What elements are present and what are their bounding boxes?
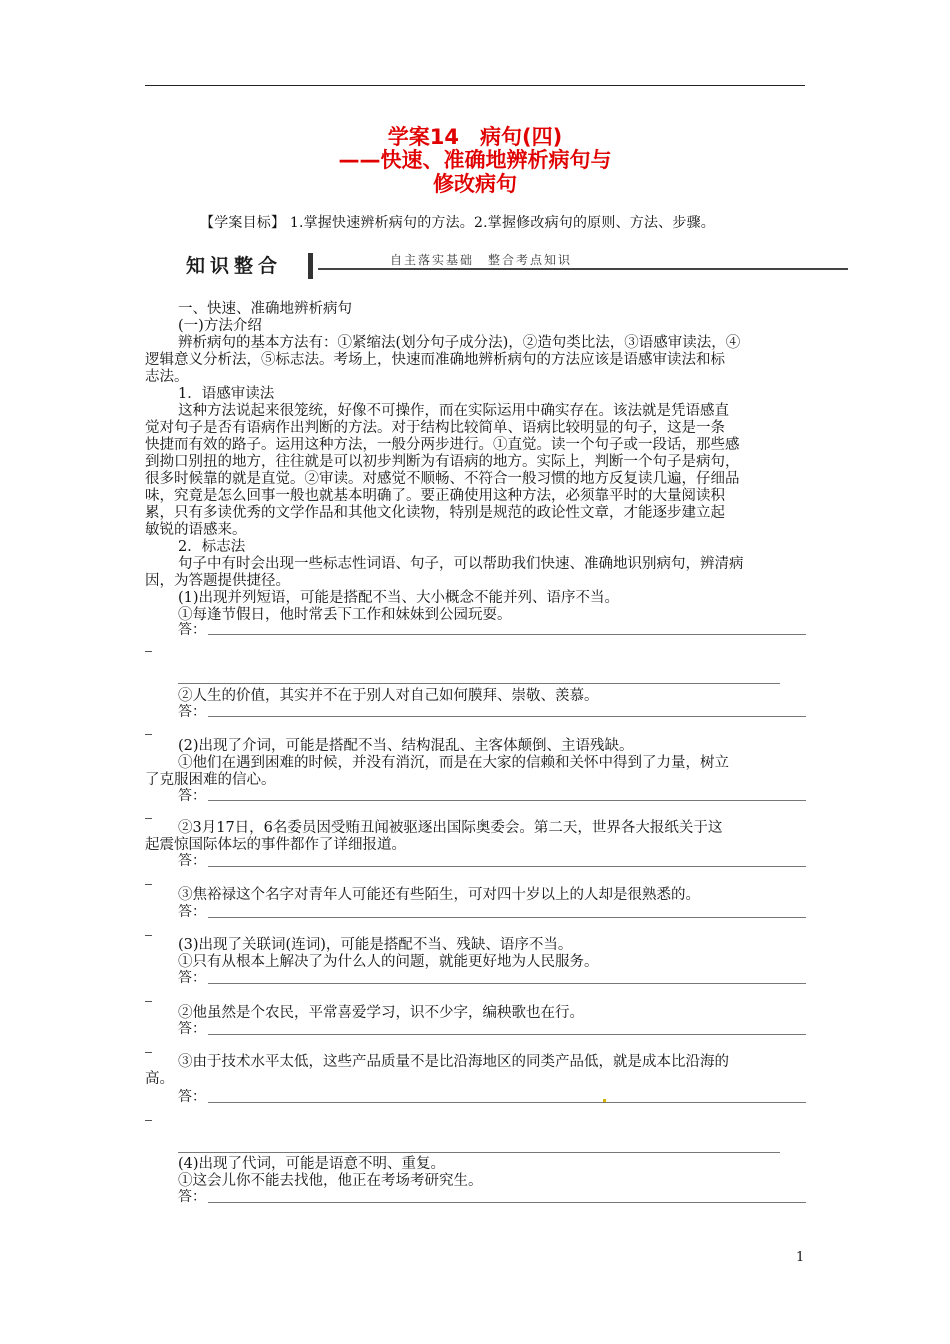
answer-label: 答： — [178, 1189, 206, 1205]
title-line-1: 学案14 病句(四) — [387, 125, 563, 149]
answer-line[interactable] — [208, 983, 806, 984]
text-line: 句子中有时会出现一些标志性词语、句子，可以帮助我们快速、准确地识别病句，辨清病 — [178, 556, 744, 572]
banner-rule — [318, 268, 848, 270]
text-line: 一、快速、准确地辨析病句 — [178, 301, 352, 317]
answer-line[interactable] — [208, 866, 806, 867]
answer-line[interactable] — [178, 683, 780, 684]
learning-goals: 【学案目标】 1.掌握快速辨析病句的方法。2.掌握修改病句的原则、方法、步骤。 — [200, 215, 715, 231]
text-line: 1．语感审读法 — [178, 386, 275, 402]
banner-box — [180, 249, 308, 279]
text-line: (一)方法介绍 — [178, 318, 262, 334]
text-line: 这种方法说起来很笼统，好像不可操作，而在实际运用中确实存在。该法就是凭语感直 — [178, 403, 729, 419]
text-line: 了克服困难的信心。 — [145, 772, 276, 788]
text-line: 累，只有多读优秀的文学作品和其他文化读物，特别是规范的政论性文章，才能逐步建立起 — [145, 505, 725, 521]
text-line: 辨析病句的基本方法有：①紧缩法(划分句子成分法)，②造句类比法，③语感审读法，④ — [178, 335, 741, 351]
answer-line[interactable] — [178, 1152, 780, 1153]
banner-subtitle: 自主落实基础 整合考点知识 — [390, 253, 573, 267]
answer-label: 答： — [178, 622, 206, 638]
text-line: 志法。 — [145, 369, 189, 385]
text-line: 快捷而有效的路子。运用这种方法，一般分两步进行。①直觉。读一个句子或一段话，那些感 — [145, 437, 740, 453]
line-dash — [145, 884, 152, 885]
text-line: (3)出现了关联词(连词)，可能是搭配不当、残缺、语序不当。 — [178, 937, 573, 953]
text-line: ①每逢节假日，他时常丢下工作和妹妹到公园玩耍。 — [178, 607, 512, 623]
answer-label: 答： — [178, 904, 206, 920]
line-dash — [145, 935, 152, 936]
text-line: 到拗口别扭的地方，往往就是可以初步判断为有语病的地方。实际上，判断一个句子是病句， — [145, 454, 740, 470]
text-line: ①这会儿你不能去找他，他正在考场考研究生。 — [178, 1173, 483, 1189]
line-dash — [145, 1120, 152, 1121]
text-line: (1)出现并列短语，可能是搭配不当、大小概念不能并列、语序不当。 — [178, 590, 620, 606]
answer-label: 答： — [178, 704, 206, 720]
answer-line[interactable] — [208, 634, 806, 635]
text-line: 觉对句子是否有语病作出判断的方法。对于结构比较简单、语病比较明显的句子，这是一条 — [145, 420, 725, 436]
text-line: (2)出现了介词，可能是搭配不当、结构混乱、主客体颠倒、主语残缺。 — [178, 738, 634, 754]
line-dash — [145, 651, 152, 652]
text-line: ②他虽然是个农民，平常喜爱学习，识不少字，编秧歌也在行。 — [178, 1005, 584, 1021]
section-banner — [180, 249, 850, 281]
text-line: (4)出现了代词，可能是语意不明、重复。 — [178, 1156, 446, 1172]
text-line: ①只有从根本上解决了为什么人的问题，就能更好地为人民服务。 — [178, 954, 599, 970]
answer-label: 答： — [178, 853, 206, 869]
text-line: ①他们在遇到困难的时候，并没有消沉，而是在大家的信赖和关怀中得到了力量，树立 — [178, 755, 729, 771]
line-dash — [145, 1052, 152, 1053]
text-line: 逻辑意义分析法，⑤标志法。考场上，快速而准确地辨析病句的方法应该是语感审读法和标 — [145, 352, 725, 368]
stray-dot — [603, 1099, 606, 1102]
banner-title: 知识整合 — [186, 255, 283, 277]
title-line-3: 修改病句 — [433, 172, 517, 196]
text-line: 敏锐的语感来。 — [145, 522, 247, 538]
answer-label: 答： — [178, 970, 206, 986]
banner-divider — [308, 253, 313, 279]
header-rule — [145, 85, 805, 86]
text-line: ③焦裕禄这个名字对青年人可能还有些陌生，可对四十岁以上的人却是很熟悉的。 — [178, 887, 700, 903]
title-line-2: ——快速、准确地辨析病句与 — [338, 148, 612, 172]
text-line: ②3月17日，6名委员因受贿丑闻被驱逐出国际奥委会。第二天，世界各大报纸关于这 — [178, 820, 723, 836]
answer-line[interactable] — [208, 917, 806, 918]
line-dash — [145, 818, 152, 819]
text-line: 2．标志法 — [178, 539, 246, 555]
answer-line[interactable] — [208, 1034, 806, 1035]
line-dash — [145, 734, 152, 735]
text-line: 味，究竟是怎么回事一般也就基本明确了。要正确使用这种方法，必须靠平时的大量阅读积 — [145, 488, 725, 504]
text-line: 高。 — [145, 1071, 174, 1087]
answer-line[interactable] — [208, 800, 806, 801]
answer-label: 答： — [178, 1089, 206, 1105]
text-line: ③由于技术水平太低，这些产品质量不是比沿海地区的同类产品低，就是成本比沿海的 — [178, 1054, 729, 1070]
text-line: ②人生的价值，其实并不在于别人对自己如何膜拜、崇敬、羡慕。 — [178, 688, 599, 704]
answer-label: 答： — [178, 1021, 206, 1037]
answer-line[interactable] — [208, 1102, 806, 1103]
page-number: 1 — [796, 1250, 805, 1265]
text-line: 很多时候靠的就是直觉。②审读。对感觉不顺畅、不符合一般习惯的地方反复读几遍，仔细品 — [145, 471, 740, 487]
answer-line[interactable] — [208, 716, 806, 717]
answer-label: 答： — [178, 788, 206, 804]
text-line: 起震惊国际体坛的事件都作了详细报道。 — [145, 837, 406, 853]
answer-line[interactable] — [208, 1202, 806, 1203]
text-line: 因，为答题提供捷径。 — [145, 573, 290, 589]
line-dash — [145, 1001, 152, 1002]
